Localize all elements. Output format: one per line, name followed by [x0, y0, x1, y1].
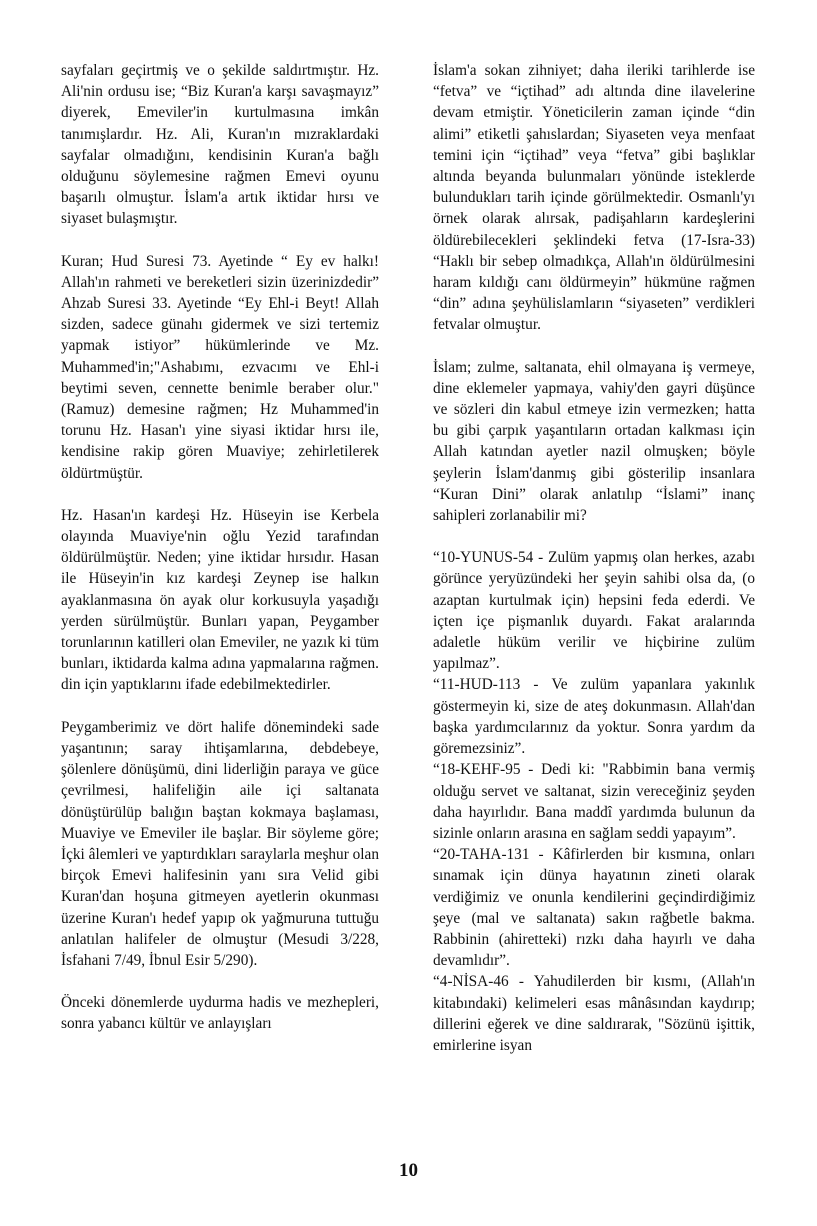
verse-quote: “11-HUD-113 - Ve zulüm yapanlara yakınlık göstermeyin ki, size de ateş dokunmasın. Allah'dan başka yardımcılarınız da yoktur. Sonra yardım da göremezsiniz”.: [433, 676, 755, 758]
right-column: [433, 60, 755, 1056]
left-column: [61, 60, 379, 1035]
paragraph: İslam; zulme, saltanata, ehil olmayana iş vermeye, dine eklemeler yapmaya, vahiy'den gayri düşünce ve sözleri din kabul etmeye izin vermezken; hatta bu gibi çarpık yaşantıların ortadan kalkması için Allah katından ayetler nazil olmuşken; böyle şeylerin İslam'danmış gibi gösterilip insanlara “Kuran Dini” olarak anlatılıp “İslami” inanç sahipleri zorlanabilir mi?: [433, 358, 755, 525]
page-number: 10: [399, 1160, 418, 1181]
verse-quote: “4-NİSA-46 - Yahudilerden bir kısmı, (Allah'ın kitabındaki) kelimeleri esas mânâsından kaydırıp; dillerini eğerek ve dine saldırarak, "Sözünü işittik, emirlerine isyan: [433, 973, 755, 1054]
verse-quote: “20-TAHA-131 - Kâfirlerden bir kısmına, onları sınamak için dünya hayatının zineti olarak verdiğimiz ve onunla kendilerini geçindirdiğimiz şeye (mal ve saltanata) sakın rağbetle bakma. Rabbinin (ahiretteki) rızkı daha hayırlı ve daha devamlıdır”.: [433, 846, 755, 970]
paragraph: Peygamberimiz ve dört halife dönemindeki sade yaşantının; saray ihtişamlarına, debdebeye, şölenlere dönüşümü, dini liderliğin paraya ve güce çevrilmesi, halifeliğin aile içi saltanata dönüştürülüp balığın baştan kokmaya başlaması, Muaviye ve Emeviler ile başlar. Bir söyleme göre; İçki âlemleri ve yaptırdıkları saraylarla meşhur olan birçok Emevi halifesinin yanı sıra Velid gibi Kuran'dan hoşuna gitmeyen ayetlerin okunması üzerine Kuran'ı hedef yapıp ok yağmuruna tuttuğu anlatılan halifeler de olmuştur (Mesudi 3/228, İsfahani 7/49, İbnul Esir 5/290).: [61, 718, 379, 969]
verse-quote: “10-YUNUS-54 - Zulüm yapmış olan herkes, azabı görünce yeryüzündeki her şeyin sahibi olsa da, (o azaptan kurtulmak için) hepsini feda ederdi. Ve içten içe pişmanlık duyardı. Fakat aralarında adaletle hüküm verilir ve hiçbirine zulüm yapılmaz”.: [433, 549, 755, 673]
paragraph: Önceki dönemlerde uydurma hadis ve mezhepleri, sonra yabancı kültür ve anlayışları: [61, 994, 379, 1033]
paragraph: Hz. Hasan'ın kardeşi Hz. Hüseyin ise Kerbela olayında Muaviye'nin oğlu Yezid tarafından öldürülmüştür. Neden; yine iktidar hırsıdır. Hasan ile Hüseyin'in kız kardeşi Zeynep ise halkın ayaklanmasına ön ayak olur korkusuyla yaşadığı yerden sürülmüştür. Bunları yapan, Peygamber torunlarının katilleri olan Emeviler, ne yazık ki tüm bunları, iktidarda kalma adına yapmalarına rağmen. din için yaptıklarını ifade edebilmektedirler.: [61, 506, 379, 694]
paragraph: Kuran; Hud Suresi 73. Ayetinde “ Ey ev halkı! Allah'ın rahmeti ve bereketleri sizin üzerinizdedir” Ahzab Suresi 33. Ayetinde “Ey Ehl-i Beyt! Allah sizden, sadece günahı gidermek ve sizi tertemiz yapmak istiyor” hükümlerinde ve Mz. Muhammed'in;"Ashabımı, ezvacımı ve Ehl-i beytimi seven, cennette benimle beraber olur." (Ramuz) demesine rağmen; Hz Muhammed'in torunu Hz. Hasan'ı yine siyasi iktidar hırsı ile, kendisine rakip gören Muaviye; zehirletilerek öldürtmüştür.: [61, 252, 379, 482]
paragraph: İslam'a sokan zihniyet; daha ileriki tarihlerde ise “fetva” ve “içtihad” adı altında dine ilavelerine devam etmiştir. Yöneticilerin zaman içinde “din alimi” etiketli şahıslardan; Siyaseten veya menfaat temini için “içtihad” veya “fetva” gibi başlıklar altında beyanda bulunmaları yönünde isteklerde bulundukları tarih içinde görülmektedir. Osmanlı'yı örnek olarak alırsak, padişahların kardeşlerini öldürebilecekleri şeklindeki fetva (17-Isra-33) “Haklı bir sebep olmadıkça, Allah'ın öldürülmesini haram kıldığı canı öldürmeyin” hükmüne rağmen “din” adına şeyhülislamların “siyaseten” verdikleri fetvalar olmuştur.: [433, 62, 755, 334]
paragraph: sayfaları geçirtmiş ve o şekilde saldırtmıştır. Hz. Ali'nin ordusu ise; “Biz Kuran'a karşı savaşmayız” diyerek, Emeviler'in kurtulmasına imkân tanımışlardır. Hz. Ali, Kuran'ın mızraklardaki sayfalar olmadığını, kendisinin Kuran'a bağlı olduğunu söylemesine rağmen Emevi oyunu başarılı olmuştur. İslam'a artık iktidar hırsı ve siyaset bulaşmıştır.: [61, 62, 379, 228]
verse-quote: “18-KEHF-95 - Dedi ki: "Rabbimin bana vermiş olduğu servet ve saltanat, sizin vereceğiniz şeyden daha hayırlıdır. Bana maddî yardımda bulunun da sizinle onların arasına en sağlam seddi yapayım”.: [433, 761, 755, 842]
